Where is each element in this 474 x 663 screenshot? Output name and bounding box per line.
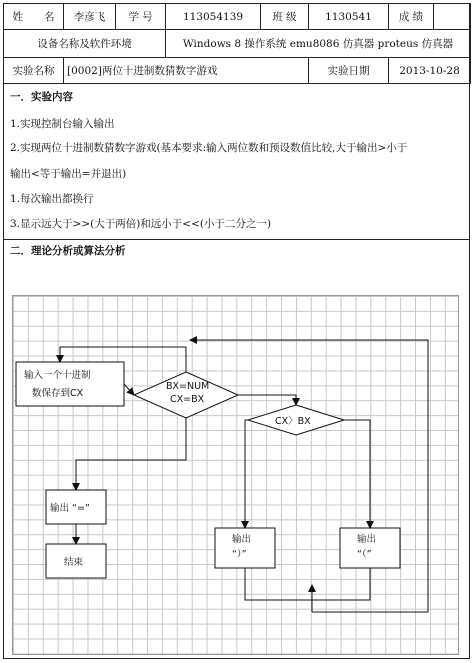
section2-title: 二．理论分析或算法分析	[10, 245, 126, 257]
decision-bx-num-text: BX=NUM	[166, 381, 210, 392]
decision-bx-num-text: CX=BX	[170, 394, 205, 405]
student-id-value: 113054139	[166, 4, 261, 30]
name-value: 李彦飞	[64, 4, 116, 30]
content-line: 1.实现控制台输入输出	[10, 118, 115, 130]
name-label: 姓 名	[4, 4, 64, 30]
output-equal-text: 输出 “=”	[50, 503, 90, 514]
output-less-text: 输出	[357, 534, 377, 545]
grade-label: 成 绩	[389, 4, 434, 30]
content-line: 输出<等于输出=并退出)	[10, 168, 127, 180]
content-line: 1.每次输出都换行	[10, 193, 94, 205]
date-value: 2013-10-28	[389, 58, 471, 84]
input-box	[16, 362, 124, 406]
experiment-value: [0002]两位十进制数猜数字游戏	[64, 58, 309, 84]
section1-title: 一．实验内容	[10, 91, 73, 103]
end-text: 结束	[64, 557, 84, 568]
output-greater-text: 输出	[232, 534, 252, 545]
output-less-text: “（”	[357, 549, 372, 560]
class-value: 1130541	[309, 4, 389, 30]
experiment-label: 实验名称	[4, 58, 64, 84]
class-label: 班 级	[261, 4, 309, 30]
input-box-text: 数保存到CX	[32, 388, 84, 399]
student-id-label: 学 号	[116, 4, 166, 30]
content-line: 2.实现两位十进制数猜数字游戏(基本要求:输入两位数和预设数值比较,大于输出>小于	[10, 142, 408, 154]
decision-cx-gt-bx-text: CX〉BX	[275, 416, 311, 427]
input-box-text: 输入一个十进制	[24, 370, 91, 381]
equipment-value: Windows 8 操作系统 emu8086 仿真器 proteus 仿真器	[166, 30, 471, 58]
content-line: 3.显示远大于>>(大于两倍)和远小于<<(小于二分之一)	[10, 218, 272, 230]
equipment-label: 设备名称及软件环境	[4, 30, 166, 58]
date-label: 实验日期	[309, 58, 389, 84]
output-greater-text: “）”	[232, 549, 247, 560]
